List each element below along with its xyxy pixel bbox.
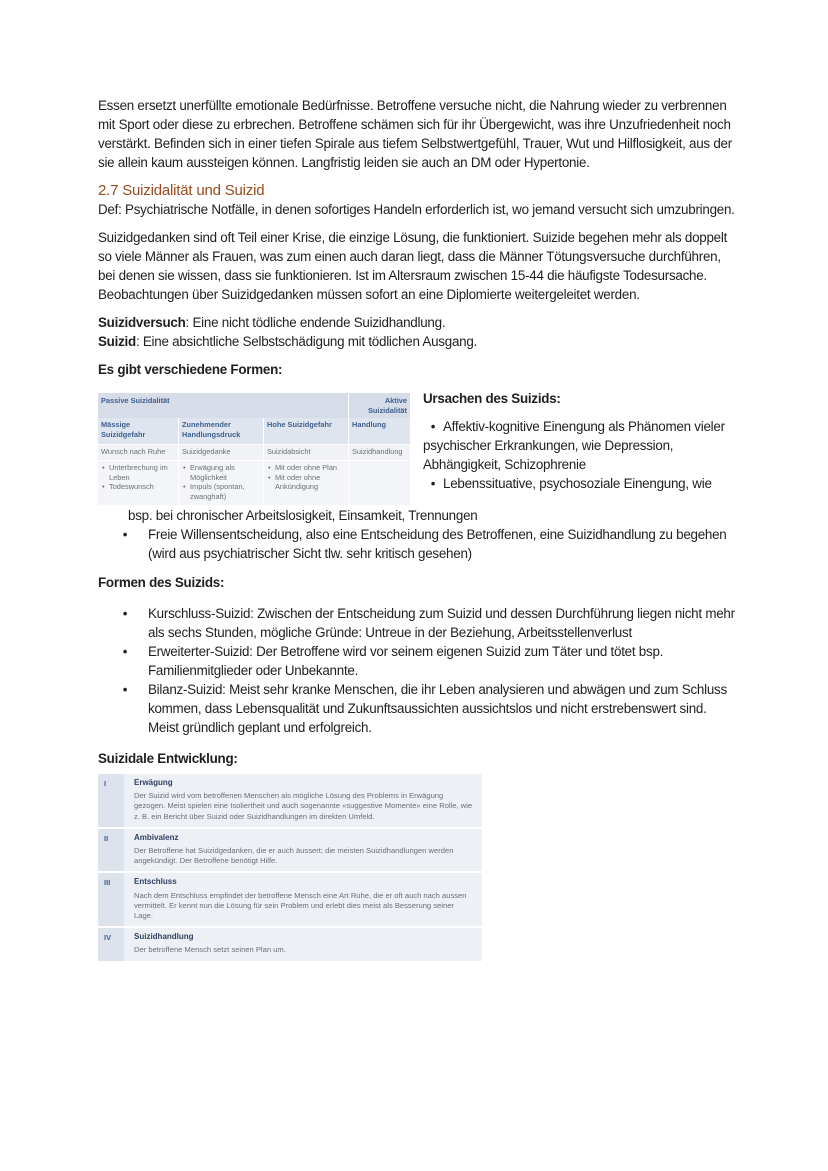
cell-bullet: • Mit oder ohne Plan bbox=[275, 463, 345, 473]
form-item: • Bilanz-Suizid: Meist sehr kranke Menschen, die ihr Leben analysieren und abwägen und zum Schluss kommen, dass Lebensqualität und Zukunftsaussichten aussichtslos und nicht erstrebenswert sind. Meist gründlich geplant und erfolgreich. bbox=[98, 680, 738, 737]
document-page bbox=[98, 96, 738, 961]
causes-block bbox=[423, 389, 743, 493]
cell-bullet: • Todeswunsch bbox=[109, 482, 175, 492]
form-item: • Kurschluss-Suizid: Zwischen der Entscheidung zum Suizid und dessen Durchführung liegen nicht mehr als sechs Stunden, mögliche Gründe: Untreue in der Beziehung, Arbeitsstellenverlust bbox=[98, 604, 738, 642]
cause-item: • Affektiv-kognitive Einengung als Phänomen vieler psychischer Erkrankungen, wie Depression, Abhängigkeit, Schizophrenie bbox=[423, 419, 725, 472]
table-cell: Suizidabsicht bbox=[264, 445, 349, 461]
forms-of-suicide-heading: Formen des Suizids: bbox=[98, 575, 225, 590]
cell-bullet: • Unterbrechung im Leben bbox=[109, 463, 175, 482]
forms-heading: Es gibt verschiedene Formen: bbox=[98, 362, 283, 377]
col-header: Hohe Suizidgefahr bbox=[264, 418, 349, 445]
term-suizidversuch: Suizidversuch: Eine nicht tödliche endende Suizidhandlung. bbox=[98, 315, 446, 330]
bullet-icon: • bbox=[430, 476, 436, 491]
col-header: Handlung bbox=[349, 418, 411, 445]
suicidal-development-table bbox=[98, 774, 482, 961]
stage-row bbox=[98, 828, 482, 873]
stage-number: II bbox=[98, 828, 124, 873]
stage-row bbox=[98, 927, 482, 960]
development-heading: Suizidale Entwicklung: bbox=[98, 751, 238, 766]
col-header: Zunehmender Handlungsdruck bbox=[179, 418, 264, 445]
section-heading: 2.7 Suizidalität und Suizid bbox=[98, 182, 265, 199]
band-passive: Passive Suizidalität bbox=[98, 393, 349, 418]
stage-title: Ambivalenz bbox=[134, 832, 179, 842]
cell-bullet: • Erwägung als Möglichkeit bbox=[190, 463, 260, 482]
forms-row bbox=[98, 389, 738, 507]
suicidality-stage-table bbox=[98, 393, 411, 505]
table-cell bbox=[179, 461, 264, 506]
cause-item: • Lebenssituative, psychosoziale Einengung, wie bbox=[423, 474, 743, 493]
table-cell bbox=[349, 461, 411, 506]
cause-continuation: bsp. bei chronischer Arbeitslosigkeit, Einsamkeit, Trennungen bbox=[128, 508, 478, 523]
bullet-icon: • bbox=[430, 419, 436, 434]
forms-of-suicide-list bbox=[98, 604, 738, 737]
bullet-icon: • bbox=[122, 682, 128, 697]
intro-paragraph: Essen ersetzt unerfüllte emotionale Bedürfnisse. Betroffene versuche nicht, die Nahrung wieder zu verbrennen mit Sport oder diese zu erbrechen. Betroffene schämen sich für ihr Übergewicht, was ihre Unzufriedenheit noch verstärkt. Befinden sich in einer tiefen Spirale aus tiefem Selbstwertgefühl, Trauer, Wut und Hilflosigkeit, aus der sie allein kaum aussteigen können. Langfristig leiden sie auch an DM oder Hypertonie. bbox=[98, 98, 732, 170]
stage-row bbox=[98, 774, 482, 828]
stage-text: Nach dem Entschluss empfindet der betroffene Mensch eine Art Ruhe, die er oft auch nach aussen vermittelt. Er kennt nun die Lösung für sein Problem und erlebt dies meist als Besserung seiner Lage. bbox=[134, 890, 467, 921]
stage-text: Der betroffene Mensch setzt seinen Plan um. bbox=[134, 945, 286, 955]
causes-title: Ursachen des Suizids: bbox=[423, 391, 561, 406]
form-item: • Erweiterter-Suizid: Der Betroffene wird vor seinem eigenen Suizid zum Täter und tötet bsp. Familienmitglieder oder Unbekannte. bbox=[98, 642, 738, 680]
cell-bullet: • Mit oder ohne Ankündigung bbox=[275, 473, 345, 492]
stage-text: Der Betroffene hat Suizidgedanken, die er auch äussert; die meisten Suizidhandlungen werden angekündigt. Der Betroffene benötigt Hilfe. bbox=[134, 846, 454, 866]
cell-bullet: • Impuls (spontan, zwanghaft) bbox=[190, 482, 260, 501]
definition: Def: Psychiatrische Notfälle, in denen sofortiges Handeln erforderlich ist, wo jemand versucht sich umzubringen. bbox=[98, 202, 735, 217]
stage-number: I bbox=[98, 774, 124, 828]
table-cell: Suizidhandlung bbox=[349, 445, 411, 461]
stage-title: Erwägung bbox=[134, 778, 173, 787]
band-active: Aktive Suizidalität bbox=[349, 393, 411, 418]
section-paragraph: Suizidgedanken sind oft Teil einer Krise, die einzige Lösung, die funktioniert. Suizide begehen mehr als doppelt so viele Männer als Frauen, was zum einen auch daran liegt, dass die Männer Tötungsversuche durchführen, bei denen sie wissen, dass sie funktionieren. Ist im Altersraum zwischen 15-44 die häufigste Todesursache. Beobachtungen über Suizidgedanken müssen sofort an eine Diplomierte weitergeleitet werden. bbox=[98, 230, 728, 302]
stage-number: III bbox=[98, 872, 124, 927]
bullet-icon: • bbox=[122, 644, 128, 659]
causes-list-continued bbox=[98, 525, 738, 563]
stage-title: Suizidhandlung bbox=[134, 932, 194, 942]
stage-text: Der Suizid wird vom betroffenen Menschen als mögliche Lösung des Problems in Erwägung gezogen. Meist spielen eine Isoliertheit und auch sogenannte «suggestive Momente» eine Rolle, wie z. B. ein Bericht über Suizid oder Suizidhandlungen im direkten Umfeld. bbox=[134, 791, 473, 821]
table-cell bbox=[98, 461, 179, 506]
table-cell bbox=[264, 461, 349, 506]
col-header: Mässige Suizidgefahr bbox=[98, 418, 179, 445]
bullet-icon: • bbox=[122, 527, 128, 542]
bullet-icon: • bbox=[122, 606, 128, 621]
stage-title: Entschluss bbox=[134, 877, 177, 887]
table-cell: Suizidgedanke bbox=[179, 445, 264, 461]
stage-row bbox=[98, 872, 482, 927]
table-cell: Wunsch nach Ruhe bbox=[98, 445, 179, 461]
cause-item: • Freie Willensentscheidung, also eine Entscheidung des Betroffenen, eine Suizidhandlung zu begehen (wird aus psychiatrischer Sicht tlw. sehr kritisch gesehen) bbox=[98, 525, 738, 563]
term-suizid: Suizid: Eine absichtliche Selbstschädigung mit tödlichen Ausgang. bbox=[98, 334, 478, 349]
stage-number: IV bbox=[98, 927, 124, 960]
